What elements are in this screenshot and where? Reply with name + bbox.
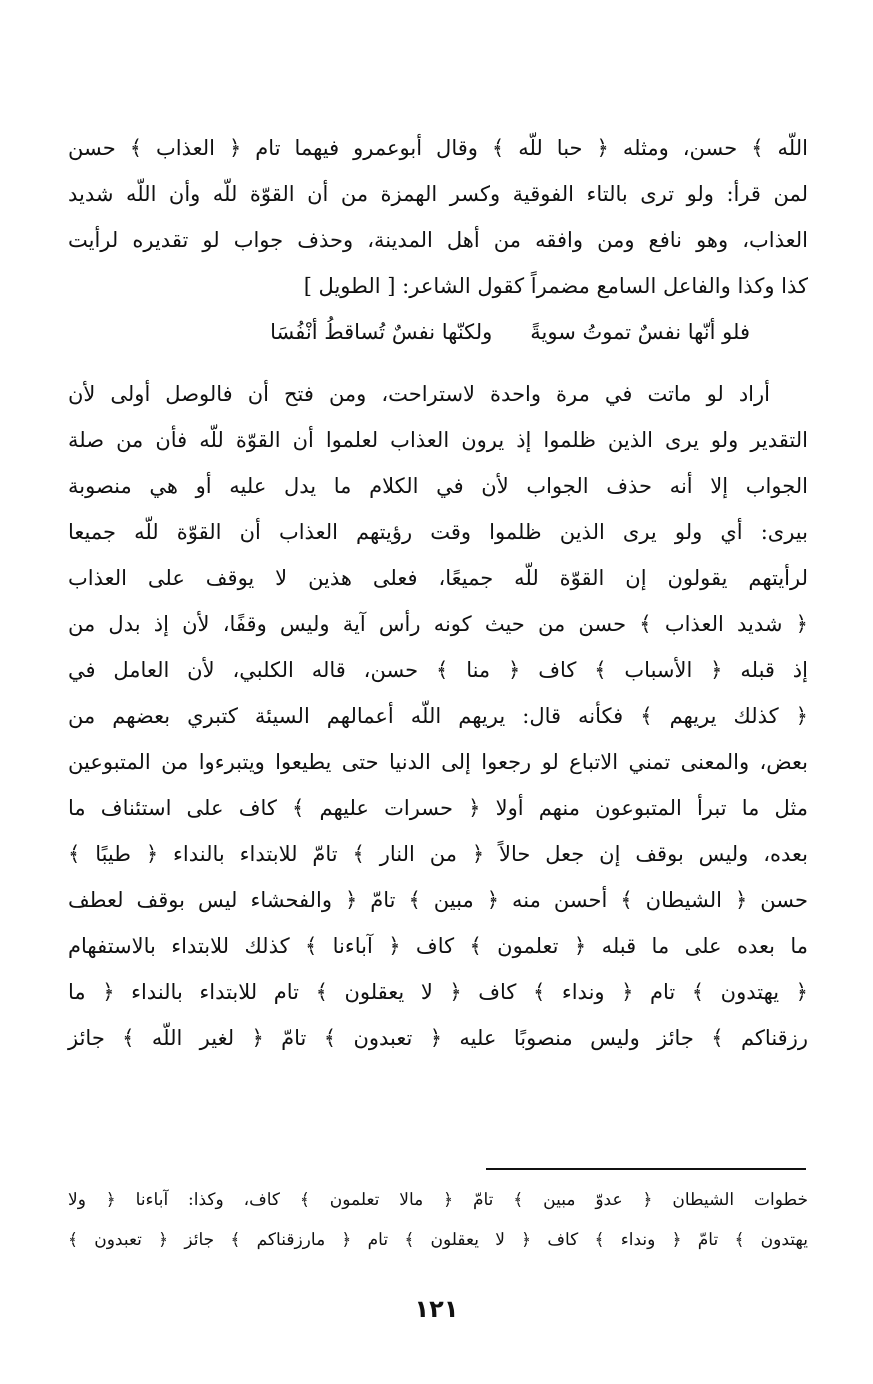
text-line: كذا وكذا والفاعل السامع مضمراً كقول الشاعر: [ الطويل ] xyxy=(303,274,808,298)
footnotes xyxy=(68,1180,808,1260)
footnote-separator xyxy=(486,1168,806,1170)
text-line: العذاب، وهو نافع ومن وافقه من أهل المدينة، وحذف جواب لو تقديره لرأيت xyxy=(68,228,808,252)
footnote-line: يهتدون ﴾ تامّ ﴿ ونداء ﴾ كاف ﴿ لا يعقلون ﴾ تام ﴿ مارزقناكم ﴾ جائز ﴿ تعبدون ﴾ xyxy=(68,1230,808,1250)
text-line: اللّه ﴾ حسن، ومثله ﴿ حبا للّه ﴾ وقال أبوعمرو فيهما تام ﴿ العذاب ﴾ حسن xyxy=(68,136,808,160)
verse-first-hemistich: فلو أنّها نفسٌ تموتُ سويةً xyxy=(530,320,750,344)
text-line: رزقناكم ﴾ جائز وليس منصوبًا عليه ﴿ تعبدون ﴾ تامّ ﴿ لغير اللّه ﴾ جائز xyxy=(68,1026,808,1050)
poetry-verse xyxy=(68,309,808,365)
text-line: لمن قرأ: ولو ترى بالتاء الفوقية وكسر الهمزة من أن القوّة للّه وأن اللّه شديد xyxy=(68,182,808,206)
text-line: ما بعده على ما قبله ﴿ تعلمون ﴾ كاف ﴿ آباءنا ﴾ كذلك للابتداء بالاستفهام xyxy=(68,934,808,958)
text-line: بعض، والمعنى تمني الاتباع لو رجعوا إلى الدنيا حتى يطيعوا ويتبرءوا من المتبوعين xyxy=(68,750,808,774)
text-line: لرأيتهم يقولون إن القوّة للّه جميعًا، فعلى هذين لا يوقف على العذاب xyxy=(68,566,808,590)
main-text-body xyxy=(68,125,808,1061)
text-line: بعده، وليس بوقف إن جعل حالاً ﴿ من النار ﴾ تامّ للابتداء بالنداء ﴿ طيبًا ﴾ xyxy=(68,842,808,866)
text-line: إذ قبله ﴿ الأسباب ﴾ كاف ﴿ منا ﴾ حسن، قاله الكلبي، لأن العامل في xyxy=(68,658,808,682)
text-line: ﴿ شديد العذاب ﴾ حسن من حيث كونه رأس آية وليس وقفًا، لأن إذ بدل من xyxy=(68,612,808,636)
text-line: الجواب إلا أنه حذف الجواب لأن في الكلام ما يدل عليه أو هي منصوبة xyxy=(68,474,808,498)
text-line: بيرى: أي ولو يرى الذين ظلموا وقت رؤيتهم العذاب أن القوّة للّه جميعا xyxy=(68,520,808,544)
text-line: حسن ﴿ الشيطان ﴾ أحسن منه ﴿ مبين ﴾ تامّ ﴿ والفحشاء ليس بوقف لعطف xyxy=(68,888,808,912)
text-line: مثل ما تبرأ المتبوعون منهم أولا ﴿ حسرات عليهم ﴾ كاف على استئناف ما xyxy=(68,796,808,820)
text-line: ﴿ يهتدون ﴾ تام ﴿ ونداء ﴾ كاف ﴿ لا يعقلون ﴾ تام للابتداء بالنداء ﴿ ما xyxy=(68,980,808,1004)
verse-second-hemistich: ولكنّها نفسٌ تُساقطُ أنْفُسَا xyxy=(270,320,493,344)
text-line: أراد لو ماتت في مرة واحدة لاستراحت، ومن فتح أن فالوصل أولى لأن xyxy=(68,382,770,406)
text-line: ﴿ كذلك يريهم ﴾ فكأنه قال: يريهم اللّه أعمالهم السيئة كتبري بعضهم من xyxy=(68,704,808,728)
text-line: التقدير ولو يرى الذين ظلموا إذ يرون العذاب لعلموا أن القوّة للّه فأن من صلة xyxy=(68,428,808,452)
footnote-line: خطوات الشيطان ﴿ عدوّ مبين ﴾ تامّ ﴿ مالا تعلمون ﴾ كاف، وكذا: آباءنا ﴿ ولا xyxy=(68,1190,808,1210)
page-number: ١٢١ xyxy=(414,1295,459,1323)
